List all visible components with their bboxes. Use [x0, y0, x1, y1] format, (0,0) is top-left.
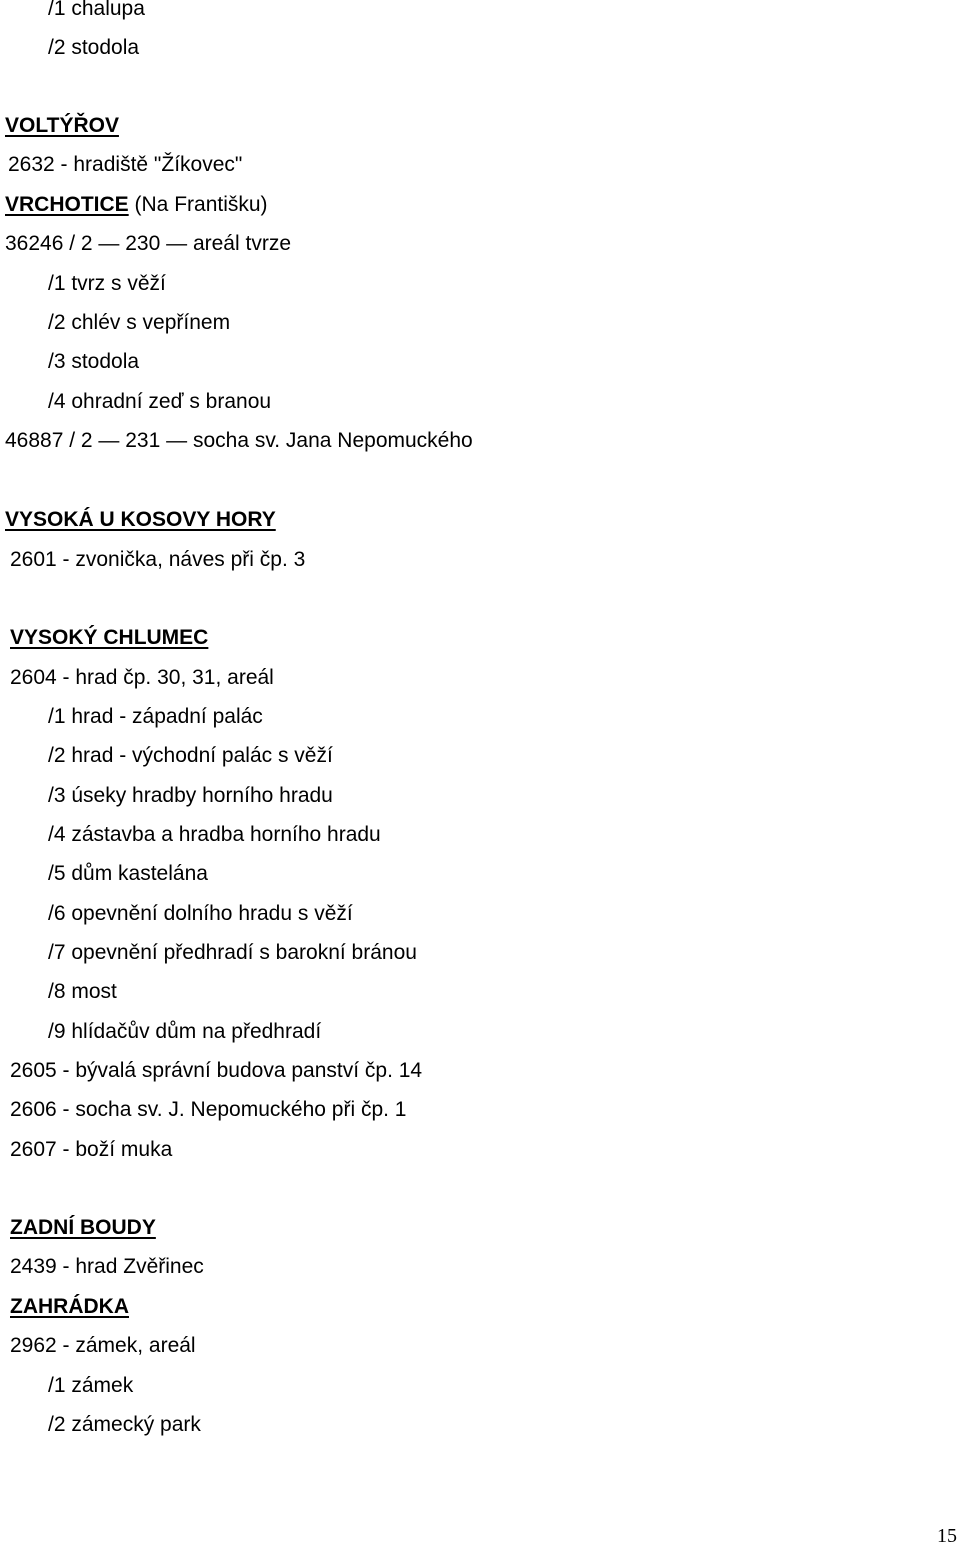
item-line: /1 tvrz s věží [48, 272, 166, 295]
item-line: /7 opevnění předhradí s barokní bránou [48, 941, 417, 964]
item-line: 2605 - bývalá správní budova panství čp. 14 [10, 1059, 423, 1082]
item-line: /4 ohradní zeď s branou [48, 390, 272, 413]
item-line: 2962 - zámek, areál [10, 1334, 196, 1357]
place-heading-line [5, 193, 268, 217]
item-line: 2439 - hrad Zvěřinec [10, 1255, 204, 1278]
item-line: /1 zámek [48, 1374, 134, 1397]
item-line: /3 úseky hradby horního hradu [48, 784, 333, 807]
item-line: 2606 - socha sv. J. Nepomuckého při čp. 1 [10, 1098, 407, 1121]
item-line: 46887 / 2 — 231 — socha sv. Jana Nepomuckého [5, 429, 473, 452]
item-line: /3 stodola [48, 350, 140, 373]
place-heading: VYSOKÁ U KOSOVY HORY [5, 508, 276, 531]
place-heading: ZAHRÁDKA [10, 1295, 129, 1318]
item-line: 2632 - hradiště "Žíkovec" [8, 153, 243, 176]
item-line: 2607 - boží muka [10, 1138, 173, 1161]
item-line: /1 hrad - západní palác [48, 705, 263, 728]
item-line: /2 zámecký park [48, 1413, 201, 1436]
item-line: 2601 - zvonička, náves při čp. 3 [10, 548, 306, 571]
item-line: /2 stodola [48, 36, 140, 59]
place-heading: VRCHOTICE [5, 193, 129, 216]
place-heading: ZADNÍ BOUDY [10, 1216, 156, 1239]
item-line: /2 hrad - východní palác s věží [48, 744, 333, 767]
item-line: 2604 - hrad čp. 30, 31, areál [10, 666, 274, 689]
item-line: /5 dům kastelána [48, 862, 208, 885]
item-line: /6 opevnění dolního hradu s věží [48, 902, 353, 925]
place-note: (Na Františku) [128, 193, 268, 216]
item-line: /1 chalupa [48, 0, 145, 20]
item-line: /4 zástavba a hradba horního hradu [48, 823, 381, 846]
item-line: /8 most [48, 980, 117, 1003]
item-line: /2 chlév s vepřínem [48, 311, 231, 334]
place-heading: VYSOKÝ CHLUMEC [10, 626, 209, 649]
place-heading: VOLTÝŘOV [5, 114, 119, 137]
page-number: 15 [937, 1525, 957, 1547]
item-line: /9 hlídačův dům na předhradí [48, 1020, 322, 1043]
item-line: 36246 / 2 — 230 — areál tvrze [5, 232, 291, 255]
